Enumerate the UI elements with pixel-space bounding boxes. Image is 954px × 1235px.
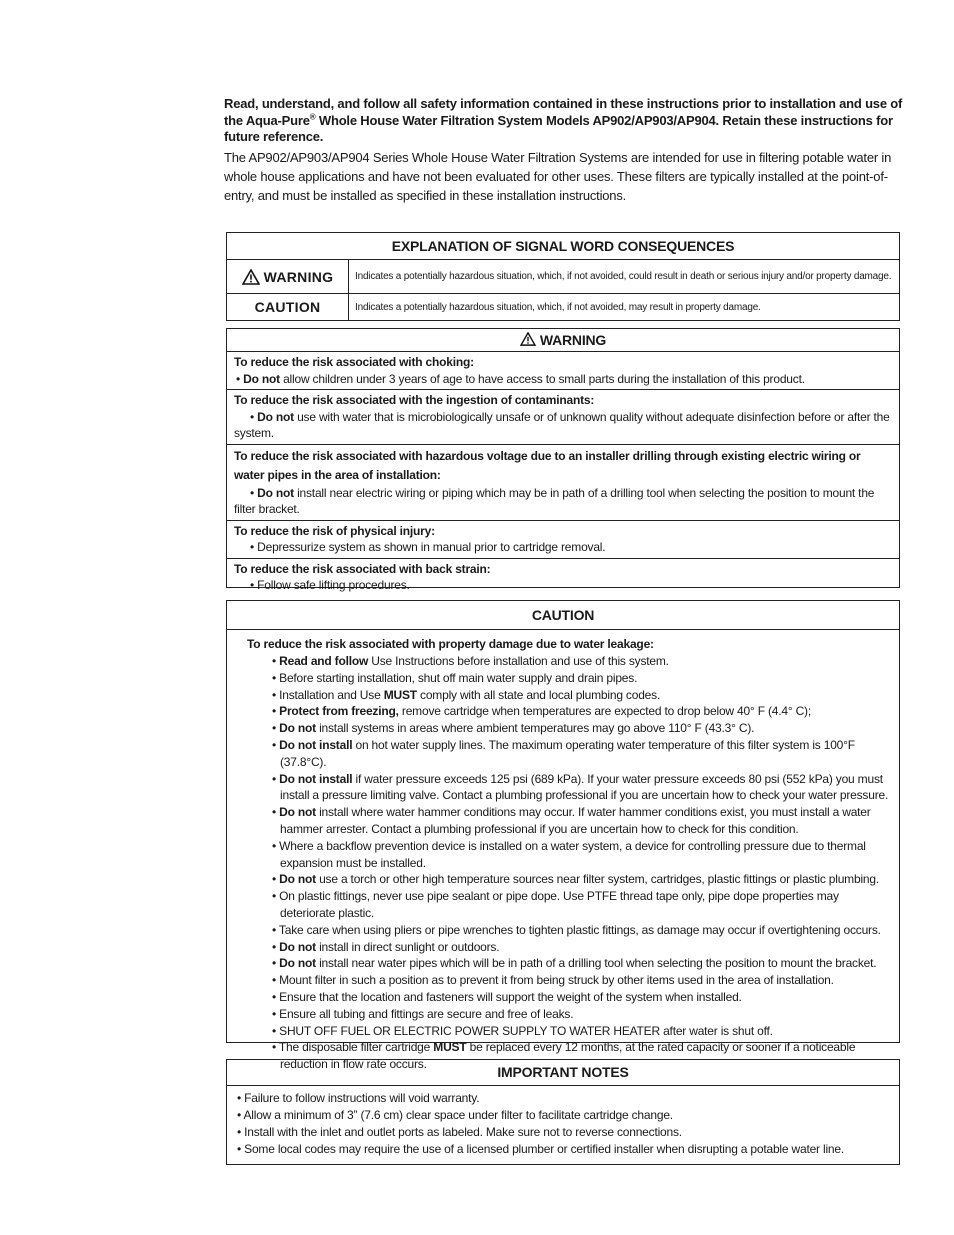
caution-item-emphasis: Read and follow <box>279 654 369 668</box>
intro-safety-statement <box>224 96 904 146</box>
caution-item-text: On plastic fittings, never use pipe sealant or pipe dope. Use PTFE thread tape only, pipe dope properties may deteriorate plastic. <box>279 889 839 920</box>
warning-bullet: • Follow safe lifting procedures. <box>250 578 410 592</box>
important-note-item: • Allow a minimum of 3” (7.6 cm) clear space under filter to facilitate cartridge change. <box>237 1108 673 1122</box>
warning-section-voltage <box>227 445 899 521</box>
caution-item-text: SHUT OFF FUEL OR ELECTRIC POWER SUPPLY TO WATER HEATER after water is shut off. <box>279 1023 773 1038</box>
caution-list <box>227 653 899 1073</box>
caution-item-text: comply with all state and local plumbing codes. <box>416 687 661 702</box>
caution-list-item: • Protect from freezing, remove cartridge when temperatures are expected to drop below 40° F (4.4° C); <box>272 704 811 719</box>
caution-list-item: • The disposable filter cartridge MUST be replaced every 12 months, at the rated capacity or sooner if a noticeable reduction in flow rate occurs. <box>272 1040 856 1072</box>
warning-section-physical-injury <box>227 521 899 559</box>
caution-list-item: • Do not install near water pipes which will be in path of a drilling tool when selecting the position to mount the bracket. <box>272 956 877 971</box>
caution-item-text: remove cartridge when temperatures are expected to drop below 40° F (4.4° C); <box>398 704 811 719</box>
caution-item-emphasis: Do not <box>279 939 316 954</box>
warning-bullet-emphasis: Do not <box>243 371 280 386</box>
caution-list-item: • Read and follow Use Instructions before installation and use of this system. <box>272 654 669 668</box>
warning-bullet-emphasis: Do not <box>257 409 294 424</box>
caution-list-item: • Ensure all tubing and fittings are secure and free of leaks. <box>272 1006 574 1021</box>
registered-mark: ® <box>309 112 316 122</box>
intro-description: The AP902/AP903/AP904 Series Whole House Water Filtration Systems are intended for use in filtering potable water in whole house applications and have not been evaluated for other uses. These filters are typically installed at the point-of-entry, and must be installed as specified in these installation instructions. <box>224 149 892 203</box>
important-note-item: • Install with the inlet and outlet ports as labeled. Make sure not to reverse connections. <box>237 1125 682 1139</box>
caution-item-prefix: Installation and Use <box>279 687 384 702</box>
signal-definition-caution: Indicates a potentially hazardous situation, which, if not avoided, may result in property damage. <box>355 301 761 313</box>
intro-bold-text-2: Whole House Water Filtration System Models AP902/AP903/AP904. Retain these instructions for future reference. <box>224 112 893 144</box>
signal-word-warning <box>227 260 349 293</box>
caution-title: CAUTION <box>227 601 899 630</box>
caution-item-text: install near water pipes which will be in path of a drilling tool when selecting the position to mount the bracket. <box>315 956 877 971</box>
warning-bullet: • Do not install near electric wiring or piping which may be in path of a drilling tool when selecting the position to mount the filter bracket. <box>234 485 875 516</box>
caution-item-text: Ensure all tubing and fittings are secure and free of leaks. <box>279 1006 574 1021</box>
caution-list-item: • Before starting installation, shut off main water supply and drain pipes. <box>272 670 638 685</box>
caution-item-emphasis: Do not <box>279 956 316 971</box>
caution-item-text: Mount filter in such a position as to prevent it from being struck by other items used in the area of installation. <box>279 973 834 988</box>
intro-section <box>224 96 904 205</box>
warning-section-title: To reduce the risk associated with choking: <box>234 355 474 369</box>
warning-bullet-text: use with water that is microbiologically unsafe or of unknown quality without adequate disinfection before or after the system. <box>234 409 890 440</box>
caution-item-emphasis: Do not install <box>279 737 353 752</box>
caution-list-item: • Do not install if water pressure exceeds 125 psi (689 kPa). If your water pressure exceeds 80 psi (552 kPa) you must install a pressure limiting valve. Contact a plumbing professional if you are uncertain how to check your water pressure. <box>272 771 889 803</box>
caution-item-emphasis: Do not <box>279 872 316 887</box>
signal-row-caution <box>227 294 899 320</box>
warning-bullet: • Depressurize system as shown in manual prior to cartridge removal. <box>250 540 606 554</box>
signal-row-warning <box>227 260 899 294</box>
caution-item-emphasis: MUST <box>383 687 417 702</box>
warning-section-contaminants <box>227 390 899 445</box>
caution-list-item: • Where a backflow prevention device is installed on a water system, a device for controlling pressure due to thermal expansion must be installed. <box>272 838 866 870</box>
caution-item-emphasis: Do not <box>279 805 316 820</box>
signal-word-warning-label: WARNING <box>263 268 334 285</box>
caution-list-item: • Installation and Use MUST comply with all state and local plumbing codes. <box>272 687 661 702</box>
warning-box <box>226 328 900 592</box>
signal-word-title: EXPLANATION OF SIGNAL WORD CONSEQUENCES <box>227 233 899 260</box>
caution-item-text: Use Instructions before installation and use of this system. <box>368 654 669 668</box>
caution-list-item: • Ensure that the location and fasteners will support the weight of the system when installed. <box>272 989 742 1004</box>
warning-bullet: • Do not allow children under 3 years of age to have access to small parts during the installation of this product. <box>236 371 805 386</box>
warning-section-title: To reduce the risk associated with the ingestion of contaminants: <box>234 393 595 407</box>
important-notes-list <box>227 1090 899 1158</box>
caution-item-text: install systems in areas where ambient temperatures may go above 110° F (43.3° C). <box>315 721 755 736</box>
warning-title <box>227 329 899 352</box>
caution-list-item: • Do not install where water hammer conditions may occur. If water hammer conditions exist, you must install a water hammer arrester. Contact a plumbing professional if you are uncertain how to check for this condition. <box>272 805 871 836</box>
caution-item-emphasis: Protect from freezing, <box>279 704 399 719</box>
caution-item-text: Before starting installation, shut off main water supply and drain pipes. <box>279 670 638 685</box>
caution-item-text: on hot water supply lines. The maximum operating water temperature of this filter system is 100°F (37.8°C). <box>280 737 855 769</box>
caution-item-text: use a torch or other high temperature sources near filter system, cartridges, plastic fittings or plastic plumbing. <box>315 872 879 887</box>
caution-list-item: • Do not use a torch or other high temperature sources near filter system, cartridges, plastic fittings or plastic plumbing. <box>272 872 879 887</box>
caution-item-emphasis: Do not <box>279 721 316 736</box>
caution-item-text: install where water hammer conditions may occur. If water hammer conditions exist, you must install a water hammer arrester. Contact a plumbing professional if you are uncertain how to check for this condition. <box>280 805 871 836</box>
caution-item-text: Ensure that the location and fasteners will support the weight of the system when installed. <box>279 989 742 1004</box>
caution-intro: To reduce the risk associated with property damage due to water leakage: <box>247 637 654 651</box>
warning-bullet-text: allow children under 3 years of age to have access to small parts during the installation of this product. <box>279 371 805 386</box>
caution-list-item: • Do not install on hot water supply lines. The maximum operating water temperature of this filter system is 100°F (37.8°C). <box>272 737 855 769</box>
warning-section-back-strain <box>227 559 899 596</box>
caution-item-prefix: The disposable filter cartridge <box>278 1040 434 1055</box>
intro-bold-text-1: Read, understand, and follow all safety information contained in these instructions prior to installation and use of the Aqua-Pure <box>224 96 903 128</box>
warning-section-title: To reduce the risk of physical injury: <box>234 523 435 538</box>
signal-word-table <box>226 232 900 321</box>
caution-item-text: Take care when using pliers or pipe wrenches to tighten plastic fittings, as damage may occur if overtightening occurs. <box>278 922 881 937</box>
warning-bullet-emphasis: Do not <box>257 485 294 500</box>
important-notes-box <box>226 1059 900 1165</box>
caution-item-text: be replaced every 12 months, at the rated capacity or sooner if a noticeable reduction in flow rate occurs. <box>280 1040 856 1072</box>
warning-title-label: WARNING <box>539 332 607 348</box>
warning-section-choking <box>227 352 899 390</box>
caution-item-emphasis: Do not install <box>279 771 353 786</box>
caution-list-item: • Do not install systems in areas where ambient temperatures may go above 110° F (43.3° C). <box>272 721 755 736</box>
caution-list-item: • SHUT OFF FUEL OR ELECTRIC POWER SUPPLY TO WATER HEATER after water is shut off. <box>272 1023 773 1038</box>
caution-list-item: • Mount filter in such a position as to prevent it from being struck by other items used in the area of installation. <box>272 973 834 988</box>
caution-list-item: • Do not install in direct sunlight or outdoors. <box>272 939 500 954</box>
caution-list-item: • Take care when using pliers or pipe wrenches to tighten plastic fittings, as damage may occur if overtightening occurs. <box>272 922 881 937</box>
caution-item-emphasis: MUST <box>433 1040 467 1055</box>
signal-word-caution: CAUTION <box>227 294 349 320</box>
warning-bullet-text: install near electric wiring or piping which may be in path of a drilling tool when selecting the position to mount the filter bracket. <box>234 485 875 516</box>
signal-definition-warning: Indicates a potentially hazardous situation, which, if not avoided, could result in death or serious injury and/or property damage. <box>355 271 892 282</box>
caution-item-text: install in direct sunlight or outdoors. <box>315 939 500 954</box>
important-note-item: • Some local codes may require the use of a licensed plumber or certified installer when disrupting a potable water line. <box>237 1142 845 1156</box>
warning-triangle-icon <box>242 269 260 285</box>
important-notes-title: IMPORTANT NOTES <box>227 1060 899 1086</box>
warning-section-title: To reduce the risk associated with back strain: <box>234 561 491 576</box>
important-note-item: • Failure to follow instructions will void warranty. <box>237 1091 480 1105</box>
caution-item-text: if water pressure exceeds 125 psi (689 kPa). If your water pressure exceeds 80 psi (552 kPa) you must install a pressure limiting valve. Contact a plumbing professional if you are uncertain how to check your water pressure. <box>280 771 889 803</box>
caution-item-text: Where a backflow prevention device is installed on a water system, a device for controlling pressure due to thermal expansion must be installed. <box>279 838 866 870</box>
warning-bullet: • Do not use with water that is microbiologically unsafe or of unknown quality without adequate disinfection before or after the system. <box>234 409 890 440</box>
warning-section-title: To reduce the risk associated with hazardous voltage due to an installer drilling through existing electric wiring or water pipes in the area of installation: <box>234 448 861 482</box>
warning-triangle-icon <box>520 332 536 346</box>
caution-list-item: • On plastic fittings, never use pipe sealant or pipe dope. Use PTFE thread tape only, pipe dope properties may deteriorate plastic. <box>272 889 839 920</box>
